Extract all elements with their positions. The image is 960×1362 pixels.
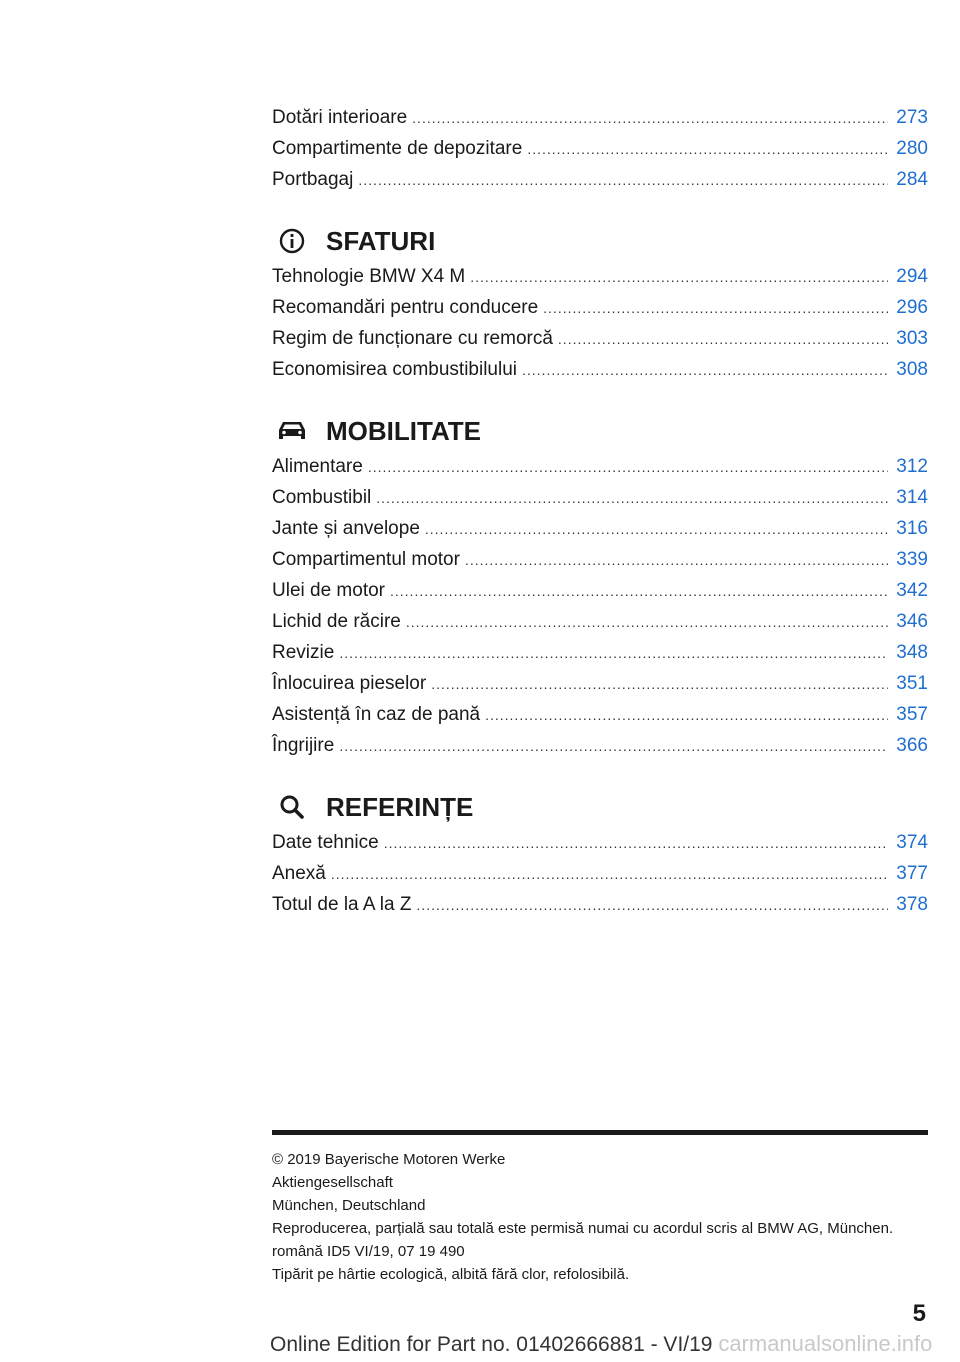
toc-row[interactable] [272, 323, 928, 354]
imprint-line: © 2019 Bayerische Motoren Werke [272, 1151, 506, 1168]
toc-row[interactable] [272, 102, 928, 133]
imprint-line: München, Deutschland [272, 1197, 426, 1214]
section-title: SFATURI [326, 225, 436, 256]
toc-page-link[interactable]: 351 [896, 673, 928, 694]
toc-row[interactable] [272, 292, 928, 323]
toc-page-link[interactable]: 316 [896, 518, 928, 539]
toc-title: Îngrijire [272, 735, 335, 756]
toc-page-link[interactable]: 366 [896, 735, 928, 756]
imprint-block [272, 1148, 932, 1286]
toc-leader [558, 324, 888, 355]
toc-page-link[interactable]: 314 [896, 487, 928, 508]
toc-page-link[interactable]: 296 [896, 297, 928, 318]
toc-leader [331, 859, 888, 890]
toc-title: Combustibil [272, 487, 372, 508]
toc-page-link[interactable]: 342 [896, 580, 928, 601]
toc-row[interactable] [272, 133, 928, 164]
toc-title: Ulei de motor [272, 580, 385, 601]
toc-title: Revizie [272, 642, 335, 663]
toc-page-link[interactable]: 377 [896, 863, 928, 884]
toc-leader [485, 700, 888, 731]
page-number: 5 [912, 1300, 926, 1327]
toc-leader [465, 545, 888, 576]
toc-leader [412, 103, 888, 134]
info-circle-icon [272, 225, 312, 257]
toc-row[interactable] [272, 164, 928, 195]
toc-row[interactable] [272, 544, 928, 575]
toc-title: Portbagaj [272, 169, 354, 190]
toc-row[interactable] [272, 575, 928, 606]
toc-title: Dotări interioare [272, 107, 408, 128]
section-header [272, 789, 928, 825]
toc-page-link[interactable]: 294 [896, 266, 928, 287]
toc-leader [425, 514, 888, 545]
footer [270, 1331, 932, 1357]
toc-leader [390, 576, 888, 607]
toc-title: Lichid de răcire [272, 611, 401, 632]
toc-title: Asistență în caz de pană [272, 704, 481, 725]
toc-leader [431, 669, 888, 700]
car-icon [272, 415, 312, 447]
toc-leader [368, 452, 888, 483]
toc-title: Anexă [272, 863, 326, 884]
toc-leader [416, 890, 888, 921]
toc-leader [339, 638, 888, 669]
toc-page-link[interactable]: 339 [896, 549, 928, 570]
imprint-line: română ID5 VI/19, 07 19 490 [272, 1243, 465, 1260]
toc-page-link[interactable]: 374 [896, 832, 928, 853]
toc-row[interactable] [272, 261, 928, 292]
toc-title: Totul de la A la Z [272, 894, 412, 915]
footer-watermark: carmanualsonline.info [718, 1331, 933, 1356]
toc-title: Compartimentul motor [272, 549, 460, 570]
toc-title: Recomandări pentru conducere [272, 297, 539, 318]
toc-top [272, 102, 928, 195]
imprint-line: Reproducerea, parțială sau totală este permisă numai cu acordul scris al BMW AG, München. [272, 1220, 894, 1237]
toc-page-link[interactable]: 346 [896, 611, 928, 632]
toc-row[interactable] [272, 482, 928, 513]
toc-leader [376, 483, 888, 514]
toc-row[interactable] [272, 637, 928, 668]
section-title: REFERINȚE [326, 791, 474, 822]
toc-page-link[interactable]: 308 [896, 359, 928, 380]
section-mobilitate [272, 413, 928, 761]
search-icon [272, 791, 312, 823]
section-referinte [272, 789, 928, 920]
toc-title: Date tehnice [272, 832, 379, 853]
imprint-line: Aktiengesellschaft [272, 1174, 393, 1191]
toc-leader [543, 293, 888, 324]
toc-row[interactable] [272, 858, 928, 889]
section-title: MOBILITATE [326, 415, 482, 446]
toc-title: Înlocuirea pieselor [272, 673, 427, 694]
toc-row[interactable] [272, 668, 928, 699]
section-header [272, 223, 928, 259]
footer-edition: Online Edition for Part no. 01402666881 - VI/19 [270, 1333, 713, 1356]
toc-leader [470, 262, 888, 293]
toc-leader [339, 731, 888, 762]
toc-row[interactable] [272, 889, 928, 920]
imprint-line: Tipărit pe hârtie ecologică, albită fără clor, refolosibilă. [272, 1266, 630, 1283]
toc-leader [527, 134, 888, 165]
toc-title: Jante și anvelope [272, 518, 420, 539]
toc-title: Economisirea combustibilului [272, 359, 517, 380]
toc-row[interactable] [272, 451, 928, 482]
toc-page-link[interactable]: 312 [896, 456, 928, 477]
imprint-divider [272, 1130, 928, 1135]
toc-row[interactable] [272, 606, 928, 637]
toc-page-link[interactable]: 273 [896, 107, 928, 128]
toc-page-link[interactable]: 378 [896, 894, 928, 915]
toc-title: Regim de funcționare cu remorcă [272, 328, 553, 349]
toc-page-link[interactable]: 348 [896, 642, 928, 663]
toc-row[interactable] [272, 699, 928, 730]
toc-row[interactable] [272, 730, 928, 761]
toc-page-link[interactable]: 357 [896, 704, 928, 725]
toc-leader [384, 828, 888, 859]
toc-page-link[interactable]: 284 [896, 169, 928, 190]
toc-page-link[interactable]: 303 [896, 328, 928, 349]
section-sfaturi [272, 223, 928, 385]
toc-leader [358, 165, 888, 196]
toc-title: Alimentare [272, 456, 363, 477]
toc-leader [522, 355, 888, 386]
toc-title: Compartimente de depozitare [272, 138, 523, 159]
toc-row[interactable] [272, 827, 928, 858]
toc-row[interactable] [272, 354, 928, 385]
toc-page-link[interactable]: 280 [896, 138, 928, 159]
section-header [272, 413, 928, 449]
toc-title: Tehnologie BMW X4 M [272, 266, 466, 287]
toc-row[interactable] [272, 513, 928, 544]
toc-leader [406, 607, 888, 638]
